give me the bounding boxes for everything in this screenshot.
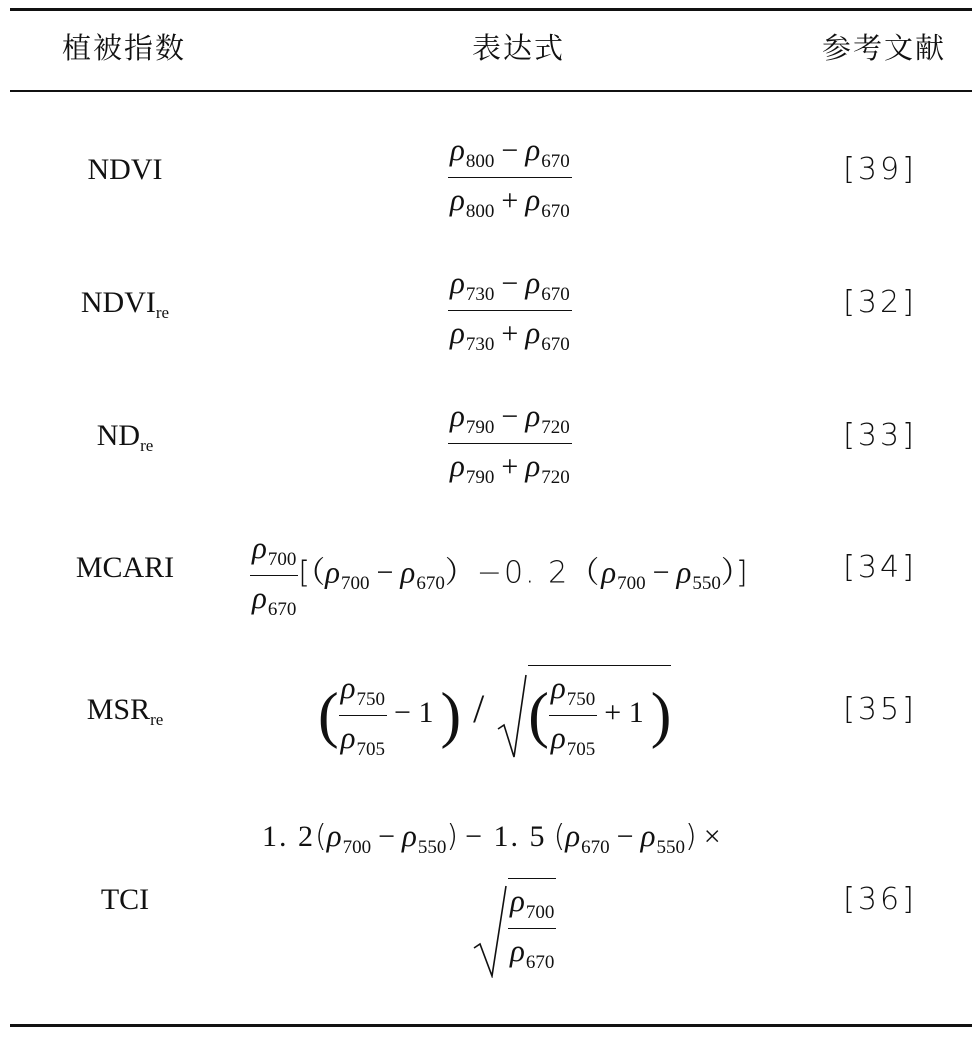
reference: [34] bbox=[843, 550, 917, 585]
header-expression: 表达式 bbox=[472, 31, 566, 65]
index-name: MCARI bbox=[75, 551, 175, 584]
reference: [36] bbox=[843, 882, 917, 917]
index-name: $MSR_{re}$ bbox=[86, 693, 164, 729]
index-name: NDVI bbox=[87, 153, 163, 186]
sqrt-icon bbox=[472, 884, 508, 978]
expression-mcari: $\frac{\rho_{700}}{\rho_{670}}$ [$(\rho_{700} - \rho_{670})-0$. $2(\rho_{700} - \rho_{550})$] bbox=[250, 526, 748, 625]
expression-tci-line1: 1. $2(\rho_{700} - \rho_{550}) - 1$. 5 $(\rho_{670} - \rho_{550})$ × bbox=[262, 818, 721, 858]
reference: [35] bbox=[843, 692, 917, 727]
close-paren: ) bbox=[440, 681, 462, 750]
bottom-rule bbox=[10, 1024, 972, 1027]
index-name: $NDVI_{re}$ bbox=[80, 286, 170, 322]
reference: [39] bbox=[843, 152, 917, 187]
index-name: TCI bbox=[100, 883, 150, 916]
header-reference: 参考文献 bbox=[822, 31, 947, 65]
reference: [32] bbox=[843, 285, 917, 320]
top-rule bbox=[10, 8, 972, 11]
sqrt-expression: ( $\frac{\rho_{750}}{\rho_{705}}$ + 1 ) bbox=[496, 667, 671, 765]
expression-ndvi-re: $\frac{\rho_{730} - \rho_{670}}{\rho_{730} + \rho_{670}}$ bbox=[448, 261, 572, 360]
open-paren: ( bbox=[318, 681, 339, 750]
expression-tci-line2: $\frac{\rho_{700}}{\rho_{670}}$ bbox=[472, 884, 556, 978]
header-vegetation-index: 植被指数 bbox=[62, 31, 187, 65]
reference: [33] bbox=[843, 418, 917, 453]
sqrt-icon bbox=[496, 673, 528, 759]
expression-msr-re: ( $\frac{\rho_{750}}{\rho_{705}}$ − 1 ) / ( $\frac{\rho_{750}}{\rho_{705}}$ + 1 ) bbox=[318, 666, 671, 765]
expression-ndvi: $\frac{\rho_{800} - \rho_{670}}{\rho_{800} + \rho_{670}}$ bbox=[448, 128, 572, 227]
header-rule bbox=[10, 90, 972, 92]
index-name: $ND_{re}$ bbox=[96, 419, 154, 455]
expression-nd-re: $\frac{\rho_{790} - \rho_{720}}{\rho_{790} + \rho_{720}}$ bbox=[448, 394, 572, 493]
